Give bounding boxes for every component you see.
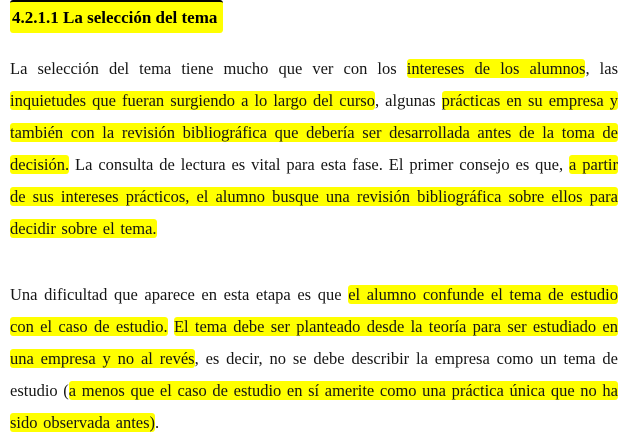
plain-text: La selección del tema tiene mucho que ver con los [10, 59, 407, 78]
highlighted-text: prácticas en su empresa y también con la revisión bibliográfica que debería ser desarrollada antes de la toma de decisión. [10, 91, 619, 174]
document-body [10, 53, 618, 439]
highlighted-text: El tema debe ser planteado desde la teoría para ser estudiado en una empresa y no al revés [10, 317, 618, 368]
highlighted-text: a partir de sus intereses prácticos, el alumno busque una revisión bibliográfica sobre ellos para decidir sobre el tema. [10, 155, 619, 238]
plain-text: Una dificultad que aparece en esta etapa es que [10, 285, 349, 304]
plain-text: . [155, 413, 160, 432]
plain-text: , es decir, no se debe describir la empresa como un tema de estudio ( [10, 349, 619, 400]
plain-text: La consulta de lectura es vital para esta fase. El primer consejo es que, [69, 155, 570, 174]
paragraph [10, 279, 618, 439]
paragraph [10, 53, 618, 245]
highlighted-text: intereses de los alumnos [406, 59, 586, 78]
highlighted-text: inquietudes que fueran surgiendo a lo largo del curso [10, 91, 375, 110]
plain-text: , las [585, 59, 619, 78]
section-heading: 4.2.1.1 La selección del tema [10, 0, 223, 33]
plain-text [168, 317, 174, 336]
plain-text: , algunas [374, 91, 442, 110]
highlighted-text: el alumno confunde el tema de estudio con el caso de estudio. [10, 285, 618, 336]
heading-row [10, 0, 618, 33]
highlighted-text: a menos que el caso de estudio en sí amerite como una práctica única que no ha sido observada antes) [10, 381, 618, 432]
